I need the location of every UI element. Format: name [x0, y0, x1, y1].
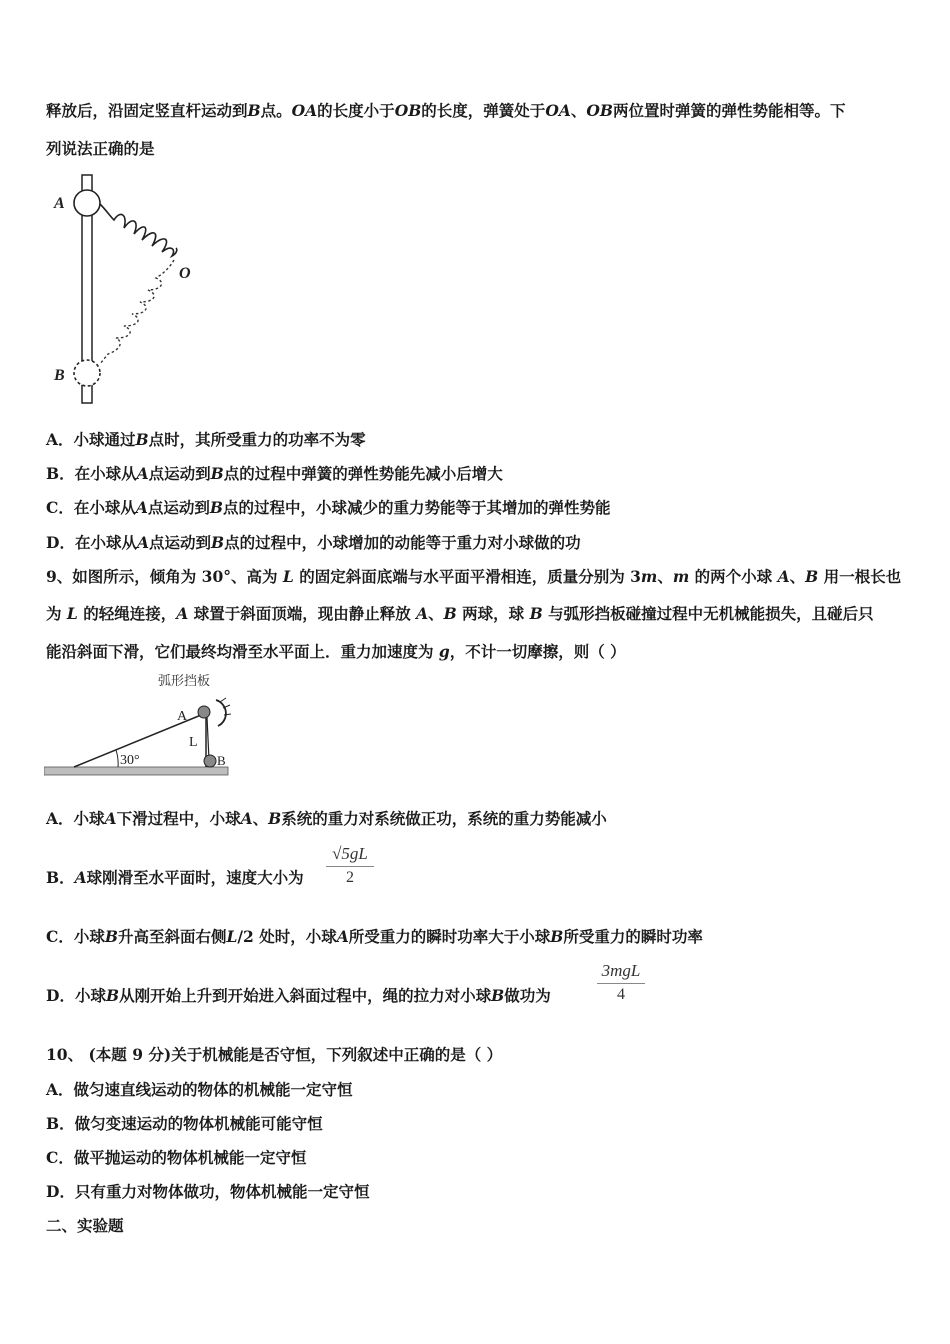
q9-option-b-fraction: [326, 844, 374, 887]
denominator: 4: [617, 986, 625, 1003]
text: 、: [657, 567, 673, 586]
text: D．小球: [46, 986, 106, 1005]
label-A: A: [177, 709, 188, 724]
text: 二、实验题: [46, 1216, 124, 1235]
var: B: [210, 464, 224, 483]
q9-stem-line-1: [46, 566, 901, 588]
text: 所受重力的瞬时功率: [563, 927, 703, 946]
text: 用一根长也: [823, 567, 902, 586]
text: 列说法正确的是: [46, 139, 155, 158]
text: 点的过程中，小球增加的动能等于重力对小球做的功: [224, 533, 581, 552]
var: B: [135, 430, 149, 449]
q8-stem-line-2: [46, 138, 155, 160]
text: B．: [46, 868, 75, 887]
denominator: 2: [346, 869, 354, 886]
numerator: 3mgL: [601, 961, 641, 980]
label-B: B: [54, 367, 65, 384]
text: 做功为: [504, 986, 551, 1005]
var: OB: [586, 101, 613, 120]
text: 、: [570, 101, 587, 120]
var: B: [550, 927, 564, 946]
var: A: [240, 809, 253, 828]
var: OA: [291, 101, 318, 120]
var: B: [529, 604, 543, 623]
q9-option-c[interactable]: [46, 926, 703, 948]
text: A．小球: [46, 809, 105, 828]
var: OB: [394, 101, 422, 120]
text: 点。: [260, 101, 292, 120]
var: m: [672, 567, 690, 586]
option-key: B．: [46, 464, 75, 483]
q10-option-a[interactable]: [46, 1079, 353, 1101]
option-key: A．: [46, 430, 74, 449]
var: B: [268, 809, 282, 828]
text: 在小球从: [74, 533, 137, 552]
text: C．做平抛运动的物体机械能一定守恒: [46, 1148, 307, 1167]
text: 系统的重力对系统做正功，系统的重力势能减小: [281, 809, 607, 828]
q8-option-a[interactable]: [46, 429, 366, 451]
var: A: [136, 533, 149, 552]
var: A: [135, 498, 148, 517]
q9-option-b[interactable]: [46, 867, 304, 889]
text: 为: [46, 604, 62, 623]
q10-option-b[interactable]: [46, 1113, 323, 1135]
text: 两球，球: [462, 604, 525, 623]
var: g: [438, 642, 450, 661]
q8-option-c[interactable]: [46, 497, 611, 519]
text: 点运动到: [148, 464, 211, 483]
q8-option-d[interactable]: [46, 532, 581, 554]
text: 点时，其所受重力的功率不为零: [148, 430, 366, 449]
var: A: [74, 868, 87, 887]
text: 球置于斜面顶端，现由静止释放: [193, 604, 411, 623]
var: B: [105, 986, 120, 1005]
text: 点的过程中，小球减少的重力势能等于其增加的弹性势能: [223, 498, 611, 517]
option-key: D．: [46, 533, 75, 552]
var: L: [226, 927, 238, 946]
label-O: O: [179, 265, 191, 282]
text: 两位置时弹簧的弹性势能相等。下: [612, 101, 846, 120]
var: OA: [545, 101, 571, 120]
text: 点运动到: [147, 498, 210, 517]
q8-spring-figure: [44, 170, 204, 410]
text: 释放后，沿固定竖直杆运动到: [46, 101, 248, 120]
section-heading-experiment: [46, 1215, 124, 1237]
option-key: C．: [46, 498, 74, 517]
text: 点运动到: [149, 533, 212, 552]
text: 10、 (本题 9 分)关于机械能是否守恒，下列叙述中正确的是（ ）: [46, 1045, 503, 1064]
label-A: A: [54, 195, 65, 212]
text: 、: [252, 809, 269, 828]
text: 能沿斜面下滑，它们最终均滑至水平面上．重力加速度为: [46, 642, 434, 661]
label-B: B: [217, 753, 226, 768]
text: 、: [428, 604, 444, 623]
text: 下滑过程中，小球: [116, 809, 241, 828]
label-L: L: [189, 735, 198, 750]
label-baffle: 弧形挡板: [157, 673, 211, 688]
text: 小球通过: [73, 430, 136, 449]
text: 、: [789, 567, 806, 586]
text: C．小球: [46, 927, 105, 946]
q9-option-d-fraction: [597, 961, 645, 1004]
text: 在小球从: [73, 498, 136, 517]
q8-option-b[interactable]: [46, 463, 503, 485]
var: B: [209, 498, 224, 517]
text: 的固定斜面底端与水平面平滑相连，质量分别为 3: [299, 567, 641, 586]
var: B: [247, 101, 261, 120]
text: 从刚开始上升到开始进入斜面过程中，绳的拉力对小球: [119, 986, 492, 1005]
var: B: [491, 986, 505, 1005]
q8-stem-line-1: [46, 100, 845, 122]
var: A: [416, 604, 429, 623]
text: 所受重力的瞬时功率大于小球: [348, 927, 551, 946]
text: 的长度，弹簧处于: [421, 101, 546, 120]
q9-option-a[interactable]: [46, 808, 607, 830]
text: A．做匀速直线运动的物体的机械能一定守恒: [46, 1080, 353, 1099]
text: 的两个小球: [694, 567, 773, 586]
text: 升高至斜面右侧: [117, 927, 227, 946]
text: D．只有重力对物体做功，物体机械能一定守恒: [46, 1182, 370, 1201]
numerator: √5gL: [332, 844, 368, 863]
var: B: [443, 604, 457, 623]
var: A: [176, 604, 189, 623]
var: L: [282, 567, 294, 586]
text: 与弧形挡板碰撞过程中无机械能损失，且碰后只: [548, 604, 874, 623]
text: 9、如图所示，倾角为 30°、高为: [46, 567, 278, 586]
text: ，不计一切摩擦，则（ ）: [449, 642, 626, 661]
var: A: [136, 464, 149, 483]
q9-stem-line-2: [46, 603, 874, 625]
text: 的轻绳连接，: [83, 604, 177, 623]
var: L: [66, 604, 78, 623]
var: A: [336, 927, 349, 946]
q10-option-c[interactable]: [46, 1147, 306, 1169]
label-angle: 30°: [120, 753, 140, 768]
text: /2 处时，小球: [237, 927, 337, 946]
var: A: [777, 567, 790, 586]
var: m: [640, 567, 658, 586]
var: B: [211, 533, 225, 552]
q9-option-d[interactable]: [46, 985, 551, 1007]
var: A: [104, 809, 117, 828]
q9-incline-figure: [44, 668, 234, 780]
text: 球刚滑至水平面时，速度大小为: [86, 868, 304, 887]
var: B: [805, 567, 819, 586]
q9-stem-line-3: [46, 641, 626, 663]
q10-option-d[interactable]: [46, 1181, 369, 1203]
var: B: [104, 927, 118, 946]
text: 点的过程中弹簧的弹性势能先减小后增大: [223, 464, 503, 483]
text: 的长度小于: [317, 101, 395, 120]
q10-stem: [46, 1044, 502, 1066]
text: B．做匀变速运动的物体机械能可能守恒: [46, 1114, 323, 1133]
text: 在小球从: [74, 464, 137, 483]
